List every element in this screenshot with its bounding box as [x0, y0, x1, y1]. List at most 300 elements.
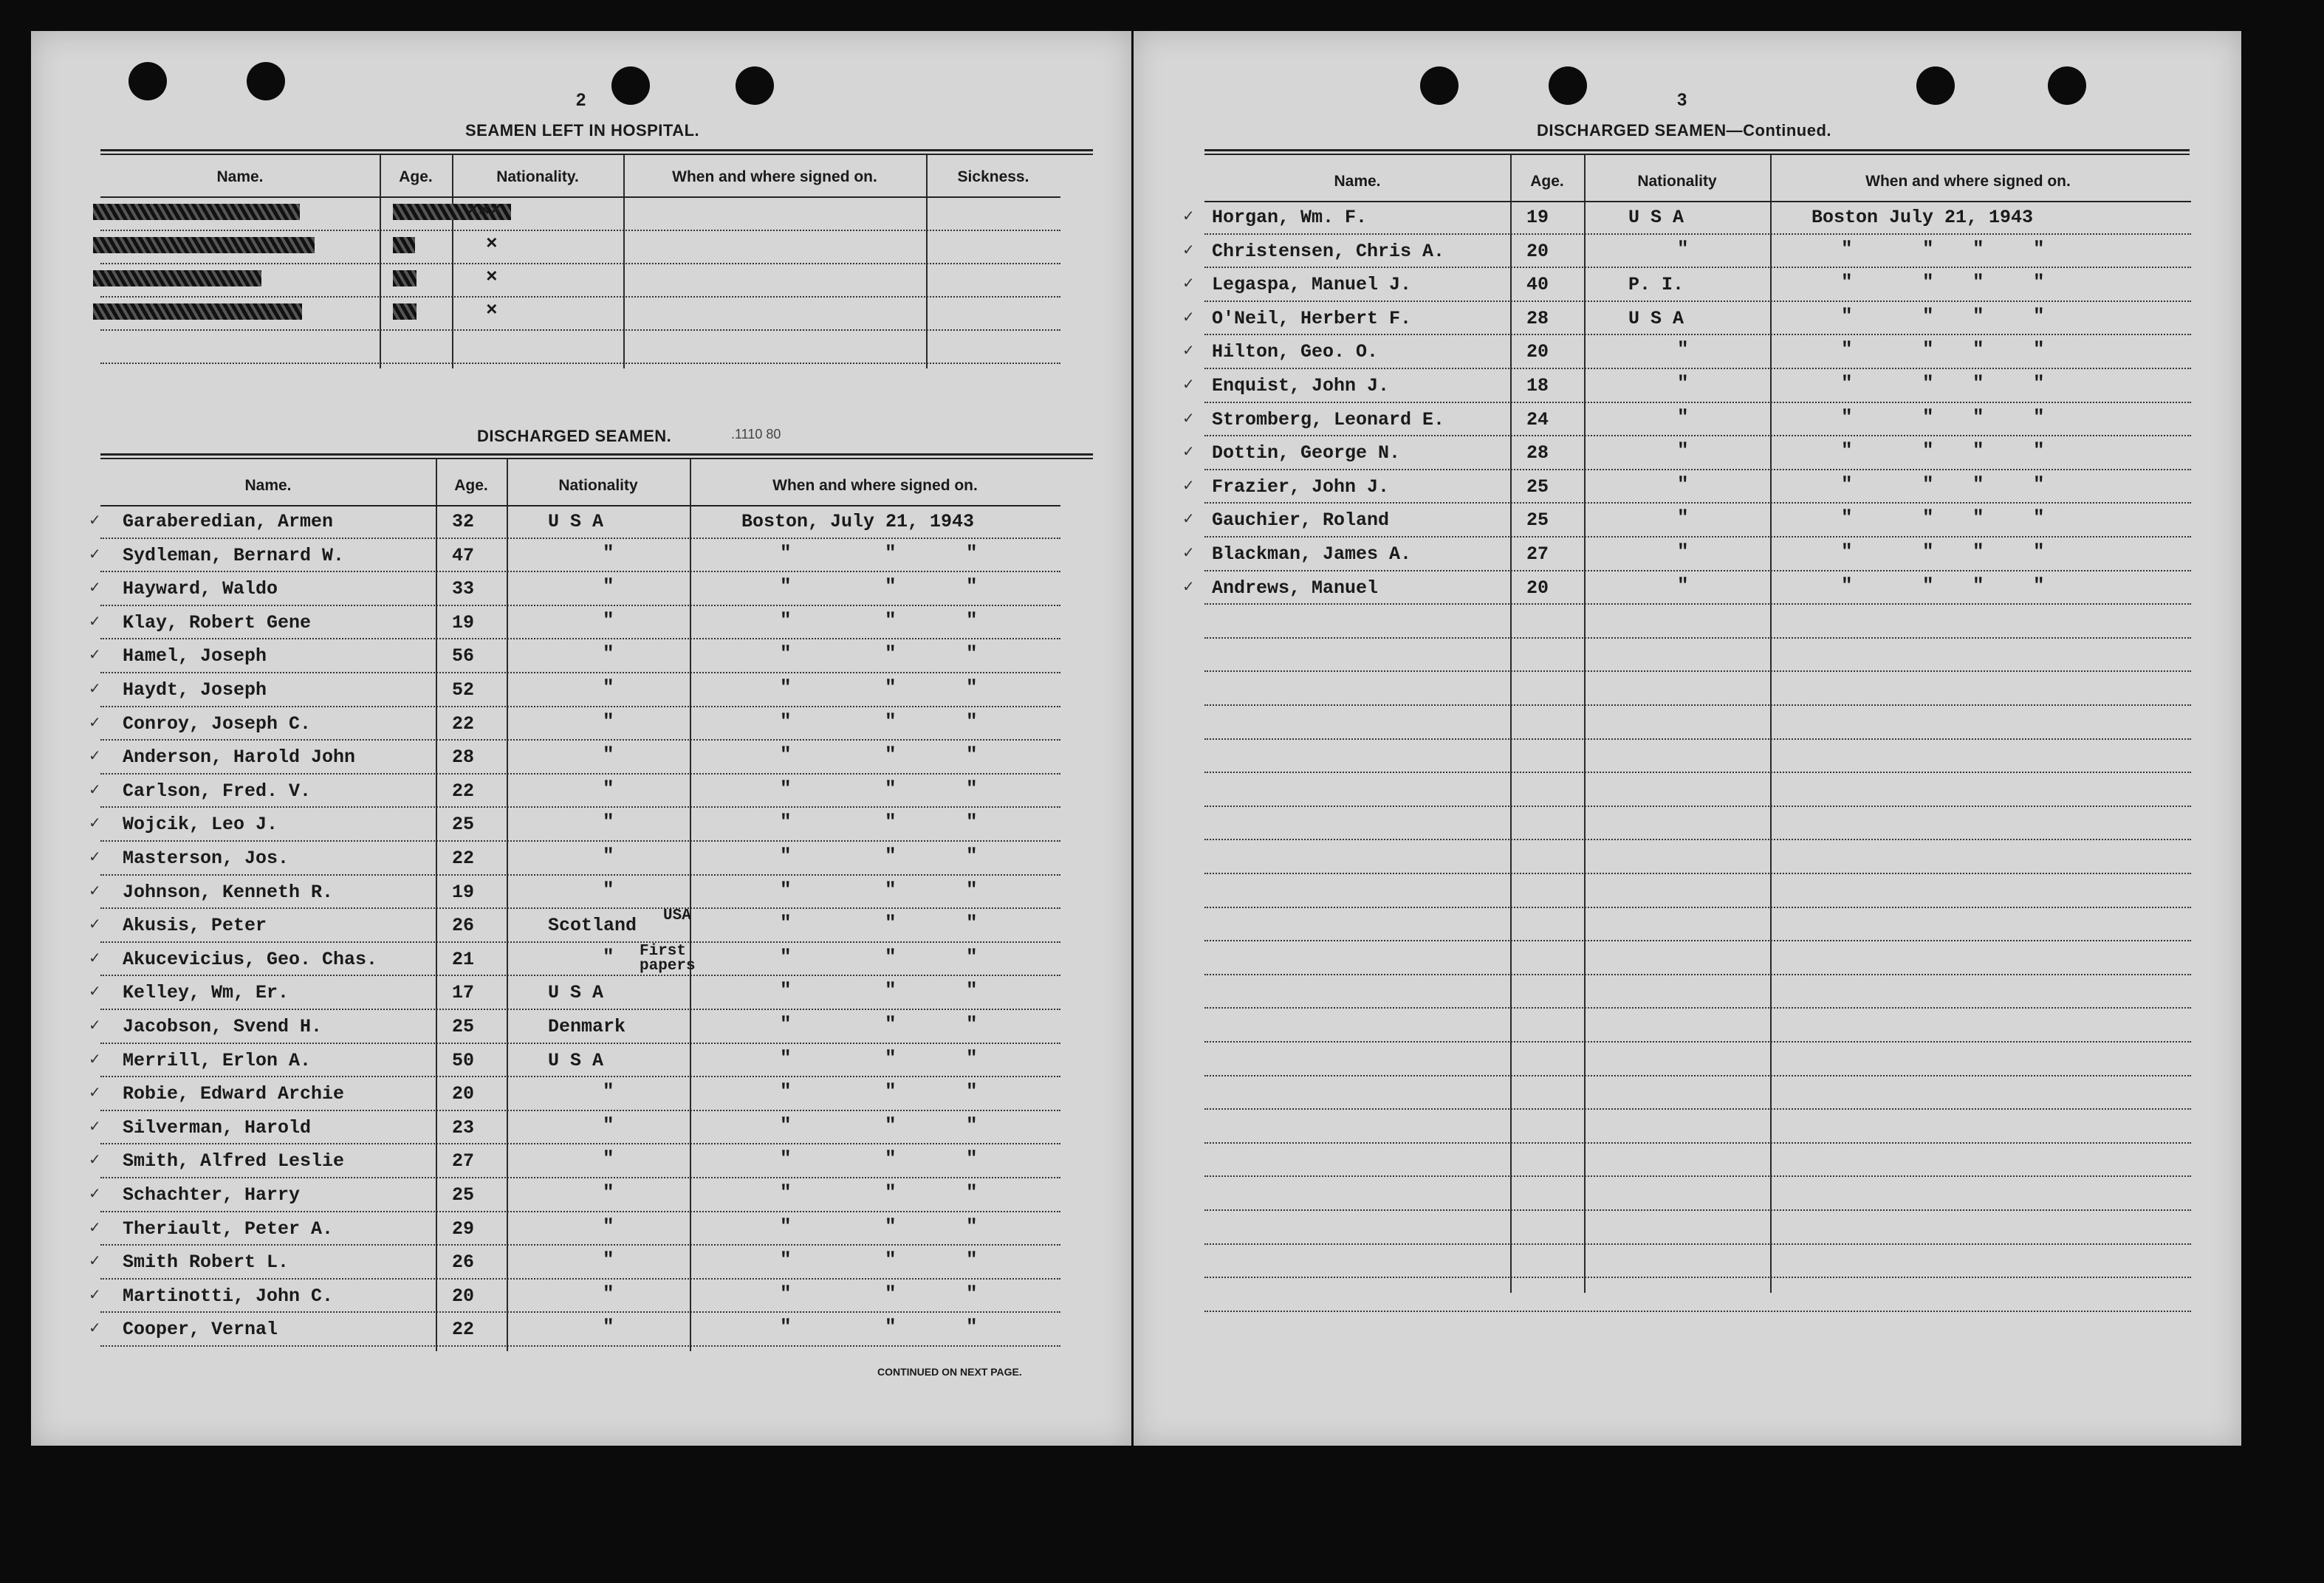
seaman-name: Haydt, Joseph	[123, 679, 267, 701]
table-row	[89, 707, 1060, 741]
seaman-nationality: "	[603, 878, 614, 901]
seaman-age: 20	[1526, 577, 1549, 599]
ditto-mark: "	[966, 1046, 978, 1069]
ditto-mark: "	[885, 878, 897, 901]
ditto-mark: "	[1922, 574, 1934, 597]
ditto-mark: "	[885, 541, 897, 564]
ditto-mark: "	[780, 1113, 792, 1136]
check-tick: ✓	[1182, 341, 1195, 360]
seaman-age: 50	[452, 1049, 475, 1071]
ditto-mark: "	[780, 541, 792, 564]
ditto-mark: "	[966, 1147, 978, 1170]
seaman-name: Masterson, Jos.	[123, 848, 289, 869]
seaman-name: Stromberg, Leonard E.	[1212, 408, 1445, 430]
continued-footnote: CONTINUED ON NEXT PAGE.	[877, 1366, 1022, 1378]
ditto-mark: "	[1841, 304, 1853, 327]
ditto-mark: "	[1841, 338, 1853, 361]
empty-row	[1204, 1177, 2191, 1211]
seaman-name: Kelley, Wm, Er.	[123, 982, 289, 1004]
table-row	[1182, 470, 2191, 504]
check-tick: ✓	[1182, 307, 1195, 326]
seaman-age: 20	[1526, 240, 1549, 262]
ditto-mark: "	[2033, 338, 2045, 361]
discharged-header: Nationality	[1637, 173, 1717, 190]
check-tick: ✓	[89, 1083, 101, 1102]
ditto-mark: "	[966, 1113, 978, 1136]
seaman-age: 28	[1526, 442, 1549, 464]
table-row	[89, 942, 1060, 977]
ditto-mark: "	[966, 608, 978, 631]
seaman-age: 24	[1526, 408, 1549, 430]
struck-out-nationality: ×	[486, 233, 498, 255]
seaman-nationality: U S A	[548, 511, 604, 532]
seaman-nationality: "	[1677, 439, 1689, 462]
seaman-age: 20	[1526, 341, 1549, 363]
seaman-nationality: "	[603, 608, 614, 631]
struck-out-nationality: ×	[486, 299, 498, 321]
check-tick: ✓	[89, 915, 101, 933]
seaman-nationality: "	[603, 541, 614, 564]
table-row	[1182, 335, 2191, 369]
ditto-mark: "	[1922, 439, 1934, 462]
check-tick: ✓	[89, 1150, 101, 1169]
seaman-age: 18	[1526, 375, 1549, 396]
seaman-nationality: "	[603, 1147, 614, 1170]
seaman-age: 47	[452, 544, 475, 566]
seaman-name: Enquist, John J.	[1212, 375, 1390, 396]
seaman-age: 17	[452, 982, 475, 1004]
ditto-mark: "	[1841, 439, 1853, 462]
seaman-name: Frazier, John J.	[1212, 475, 1390, 498]
signed-on: Boston July 21, 1943	[1811, 207, 2034, 228]
ditto-mark: "	[885, 1080, 897, 1103]
ditto-mark: "	[1972, 405, 1984, 428]
seaman-nationality: "	[1677, 540, 1689, 563]
ditto-mark: "	[885, 1215, 897, 1237]
ditto-mark: "	[1972, 304, 1984, 327]
check-tick: ✓	[89, 1016, 101, 1034]
empty-row	[1204, 1144, 2191, 1178]
seaman-nationality: "	[1677, 473, 1689, 495]
ditto-mark: "	[885, 912, 897, 935]
seaman-age: 20	[452, 1083, 475, 1105]
seaman-name: Conroy, Joseph C.	[123, 712, 312, 735]
seaman-name: Akusis, Peter	[123, 915, 267, 937]
seaman-name: Cooper, Vernal	[123, 1319, 278, 1341]
seaman-name: Dottin, George N.	[1212, 442, 1401, 464]
ditto-mark: "	[780, 945, 792, 968]
seaman-name: Schachter, Harry	[123, 1184, 301, 1206]
table-row	[89, 505, 1060, 539]
check-tick: ✓	[89, 780, 101, 798]
check-tick: ✓	[89, 611, 101, 630]
ditto-mark: "	[1841, 237, 1853, 260]
ditto-mark: "	[2033, 271, 2045, 294]
empty-row	[1204, 740, 2191, 774]
check-tick: ✓	[89, 578, 101, 597]
ditto-mark: "	[1972, 372, 1984, 394]
ditto-mark: "	[1972, 540, 1984, 563]
ditto-mark: "	[1922, 304, 1934, 327]
check-tick: ✓	[1182, 442, 1195, 461]
seaman-name: Blackman, James A.	[1212, 543, 1412, 565]
check-tick: ✓	[1182, 240, 1195, 258]
signed-on: Boston, July 21, 1943	[741, 511, 975, 532]
empty-row	[1204, 975, 2191, 1009]
punch-hole	[128, 62, 167, 100]
right-section-title: DISCHARGED SEAMEN—Continued.	[1537, 121, 1831, 140]
ditto-mark: "	[1922, 271, 1934, 294]
seaman-name: Klay, Robert Gene	[123, 611, 312, 633]
check-tick: ✓	[89, 746, 101, 765]
ditto-mark: "	[1972, 439, 1984, 462]
seaman-nationality: U S A	[1628, 207, 1684, 228]
ditto-mark: "	[966, 575, 978, 598]
check-tick: ✓	[89, 948, 101, 966]
ditto-mark: "	[885, 811, 897, 834]
ditto-mark: "	[1972, 237, 1984, 260]
seaman-name: Garaberedian, Armen	[123, 511, 334, 532]
discharged-header: When and where signed on.	[772, 477, 978, 494]
seaman-age: 27	[452, 1150, 475, 1172]
ditto-mark: "	[966, 1249, 978, 1271]
table-row	[89, 1246, 1060, 1280]
ditto-mark: "	[2033, 540, 2045, 563]
ditto-mark: "	[780, 912, 792, 935]
ditto-mark: "	[780, 1080, 792, 1103]
ditto-mark: "	[780, 1013, 792, 1035]
seaman-age: 25	[452, 814, 475, 836]
ditto-mark: "	[885, 1282, 897, 1305]
seaman-name: Merrill, Erlon A.	[123, 1049, 312, 1071]
discharged-header: Name.	[244, 477, 292, 494]
ditto-mark: "	[2033, 473, 2045, 495]
table-row	[1182, 436, 2191, 470]
check-tick: ✓	[89, 1251, 101, 1270]
check-tick: ✓	[89, 814, 101, 832]
punch-hole	[736, 66, 774, 105]
check-tick: ✓	[1182, 543, 1195, 561]
ditto-mark: "	[1841, 473, 1853, 495]
punch-hole	[1549, 66, 1587, 105]
ditto-mark: "	[780, 642, 792, 665]
ditto-mark: "	[2033, 574, 2045, 597]
ditto-mark: "	[2033, 304, 2045, 327]
table-row	[89, 1178, 1060, 1212]
table-row	[1182, 369, 2191, 403]
seaman-name: Hamel, Joseph	[123, 645, 267, 667]
ditto-mark: "	[1841, 271, 1853, 294]
punch-hole	[2048, 66, 2086, 105]
ditto-mark: "	[2033, 439, 2045, 462]
seaman-age: 29	[452, 1218, 475, 1240]
table-row	[89, 741, 1060, 775]
struck-out-age	[393, 237, 415, 253]
seaman-name: Andrews, Manuel	[1212, 577, 1379, 599]
empty-row	[1204, 672, 2191, 706]
check-tick: ✓	[89, 1319, 101, 1337]
ditto-mark: "	[1922, 540, 1934, 563]
ditto-mark: "	[885, 1013, 897, 1035]
seaman-name: Akucevicius, Geo. Chas.	[123, 948, 378, 970]
table-row	[89, 639, 1060, 673]
empty-row	[1204, 1278, 2191, 1312]
seaman-nationality: "	[603, 1282, 614, 1305]
struck-out-age	[393, 303, 417, 320]
ditto-mark: "	[1841, 540, 1853, 563]
seaman-nationality: "	[1677, 372, 1689, 394]
seaman-age: 19	[452, 611, 475, 633]
discharged-header: Age.	[1530, 173, 1564, 190]
empty-row	[1204, 1110, 2191, 1144]
check-tick: ✓	[1182, 475, 1195, 494]
ditto-mark: "	[885, 744, 897, 766]
punch-hole	[1420, 66, 1459, 105]
ditto-mark: "	[1972, 473, 1984, 495]
seaman-age: 22	[452, 712, 475, 735]
table-row	[89, 1010, 1060, 1044]
check-tick: ✓	[89, 1116, 101, 1135]
section-rule	[1204, 149, 2190, 155]
ditto-mark: "	[885, 945, 897, 968]
struck-out-nationality: ×××	[467, 199, 501, 222]
seaman-nationality: "	[603, 1316, 614, 1339]
table-row	[89, 673, 1060, 707]
ditto-mark: "	[885, 1249, 897, 1271]
seaman-age: 19	[1526, 207, 1549, 228]
ditto-mark: "	[966, 541, 978, 564]
seaman-nationality: "	[603, 1080, 614, 1103]
ditto-mark: "	[885, 1147, 897, 1170]
seaman-name: Jacobson, Svend H.	[123, 1016, 323, 1037]
hospital-row	[100, 296, 1060, 331]
table-row	[89, 1044, 1060, 1078]
ditto-mark: "	[966, 1181, 978, 1203]
discharged-header: When and where signed on.	[1865, 173, 2071, 190]
ditto-mark: "	[780, 1316, 792, 1339]
ditto-mark: "	[780, 1282, 792, 1305]
struck-out-name	[93, 270, 261, 286]
seaman-name: Carlson, Fred. V.	[123, 780, 312, 802]
ditto-mark: "	[885, 1181, 897, 1203]
seaman-nationality: "	[603, 676, 614, 698]
table-row	[1182, 268, 2191, 302]
seaman-name: Smith, Alfred Leslie	[123, 1150, 345, 1172]
check-tick: ✓	[1182, 509, 1195, 528]
hospital-header: Age.	[399, 168, 433, 185]
seaman-age: 19	[452, 881, 475, 903]
ditto-mark: "	[1972, 574, 1984, 597]
table-row	[89, 976, 1060, 1010]
empty-row	[1204, 874, 2191, 908]
seaman-name: Johnson, Kenneth R.	[123, 881, 334, 903]
seaman-age: 22	[452, 1319, 475, 1341]
seaman-age: 26	[452, 1251, 475, 1274]
ditto-mark: "	[780, 1249, 792, 1271]
seaman-age: 52	[452, 679, 475, 701]
seaman-age: 25	[1526, 475, 1549, 498]
empty-row	[1204, 1009, 2191, 1043]
empty-row	[1204, 1043, 2191, 1076]
ditto-mark: "	[1922, 507, 1934, 529]
ditto-mark: "	[1841, 405, 1853, 428]
struck-out-name	[93, 303, 302, 320]
ditto-mark: "	[966, 912, 978, 935]
ditto-mark: "	[966, 710, 978, 732]
table-row	[89, 572, 1060, 606]
ditto-mark: "	[885, 777, 897, 800]
seaman-nationality: "	[603, 845, 614, 867]
ditto-mark: "	[885, 710, 897, 732]
hospital-row	[100, 230, 1060, 264]
ditto-mark: "	[1841, 507, 1853, 529]
punch-hole	[247, 62, 285, 100]
empty-row	[1204, 941, 2191, 975]
ditto-mark: "	[780, 744, 792, 766]
ditto-mark: "	[885, 1046, 897, 1069]
seaman-age: 28	[1526, 307, 1549, 329]
empty-row	[1204, 605, 2191, 639]
seaman-nationality: "	[603, 811, 614, 834]
ditto-mark: "	[966, 945, 978, 968]
ditto-mark: "	[885, 979, 897, 1002]
ditto-mark: "	[885, 845, 897, 867]
ditto-mark: "	[1972, 338, 1984, 361]
table-row	[89, 1111, 1060, 1145]
section-rule	[100, 453, 1093, 459]
seaman-name: Christensen, Chris A.	[1212, 240, 1445, 262]
empty-row	[1204, 840, 2191, 874]
ditto-mark: "	[966, 811, 978, 834]
seaman-nationality: U S A	[548, 1049, 604, 1071]
ditto-mark: "	[966, 642, 978, 665]
check-tick: ✓	[89, 645, 101, 664]
hospital-header: When and where signed on.	[672, 168, 877, 185]
seaman-nationality: "	[1677, 237, 1689, 260]
seaman-nationality: "	[1677, 405, 1689, 428]
check-tick: ✓	[89, 1285, 101, 1303]
ditto-mark: "	[780, 811, 792, 834]
table-row	[89, 606, 1060, 640]
discharged-header: Name.	[1334, 173, 1381, 190]
ditto-mark: "	[2033, 507, 2045, 529]
check-tick: ✓	[1182, 408, 1195, 427]
seaman-nationality: "	[1677, 507, 1689, 529]
check-tick: ✓	[89, 1184, 101, 1202]
seaman-age: 56	[452, 645, 475, 667]
ditto-mark: "	[966, 1215, 978, 1237]
seaman-name: Silverman, Harold	[123, 1116, 312, 1139]
ditto-mark: "	[780, 845, 792, 867]
section-rule	[100, 149, 1093, 155]
seaman-age: 22	[452, 848, 475, 869]
ditto-mark: "	[780, 1181, 792, 1203]
hospital-row	[100, 263, 1060, 298]
check-tick: ✓	[89, 712, 101, 731]
ditto-mark: "	[2033, 405, 2045, 428]
page-number: 2	[576, 90, 586, 110]
seaman-age: 40	[1526, 274, 1549, 296]
ditto-mark: "	[1922, 372, 1934, 394]
check-tick: ✓	[89, 881, 101, 899]
table-row	[89, 842, 1060, 876]
page-number: 3	[1677, 90, 1687, 110]
ditto-mark: "	[885, 608, 897, 631]
seaman-nationality: "	[603, 1215, 614, 1237]
empty-row	[1204, 1076, 2191, 1110]
seaman-name: Legaspa, Manuel J.	[1212, 274, 1412, 296]
right-page	[1134, 31, 2241, 1446]
seaman-nationality: U S A	[1628, 307, 1684, 329]
seaman-name: Anderson, Harold John	[123, 746, 356, 769]
empty-row	[1204, 807, 2191, 841]
nationality-note: First papers	[640, 942, 696, 975]
seaman-name: Sydleman, Bernard W.	[123, 544, 345, 566]
ditto-mark: "	[885, 642, 897, 665]
check-tick: ✓	[1182, 207, 1195, 224]
seaman-age: 25	[1526, 509, 1549, 532]
discharged-header: Nationality	[558, 477, 638, 494]
seaman-nationality: U S A	[548, 982, 604, 1004]
hospital-row	[100, 329, 1060, 364]
table-row	[89, 1077, 1060, 1111]
ditto-mark: "	[885, 575, 897, 598]
check-tick: ✓	[89, 1049, 101, 1068]
punch-hole	[1916, 66, 1955, 105]
ditto-mark: "	[966, 777, 978, 800]
seaman-name: Wojcik, Leo J.	[123, 814, 278, 836]
seaman-nationality: "	[603, 1249, 614, 1271]
seaman-name: Robie, Edward Archie	[123, 1083, 345, 1105]
seaman-age: 25	[452, 1184, 475, 1206]
ditto-mark: "	[780, 1046, 792, 1069]
seaman-age: 33	[452, 578, 475, 600]
ditto-mark: "	[885, 676, 897, 698]
ditto-mark: "	[966, 1316, 978, 1339]
seaman-nationality: Denmark	[548, 1016, 626, 1037]
check-tick: ✓	[89, 982, 101, 1000]
pencil-note: .1110 80	[731, 427, 781, 442]
ditto-mark: "	[780, 777, 792, 800]
ditto-mark: "	[780, 575, 792, 598]
seaman-nationality: "	[603, 1181, 614, 1203]
ditto-mark: "	[966, 1282, 978, 1305]
seaman-name: Hilton, Geo. O.	[1212, 341, 1379, 363]
ditto-mark: "	[2033, 237, 2045, 260]
empty-row	[1204, 1245, 2191, 1279]
seaman-name: Hayward, Waldo	[123, 578, 278, 600]
empty-row	[1204, 908, 2191, 942]
seaman-age: 28	[452, 746, 475, 769]
ditto-mark: "	[966, 676, 978, 698]
seaman-name: Smith Robert L.	[123, 1251, 289, 1274]
seaman-name: Martinotti, John C.	[123, 1285, 334, 1307]
seaman-nationality: "	[603, 575, 614, 598]
ditto-mark: "	[2033, 372, 2045, 394]
ditto-mark: "	[966, 1013, 978, 1035]
ditto-mark: "	[885, 1113, 897, 1136]
ditto-mark: "	[885, 1316, 897, 1339]
ditto-mark: "	[1841, 372, 1853, 394]
seaman-nationality: P. I.	[1628, 274, 1684, 296]
seaman-nationality: "	[603, 642, 614, 665]
seaman-age: 20	[452, 1285, 475, 1307]
seaman-name: Theriault, Peter A.	[123, 1218, 334, 1240]
hospital-header: Nationality.	[496, 168, 579, 185]
seaman-name: Horgan, Wm. F.	[1212, 207, 1368, 228]
punch-hole	[611, 66, 650, 105]
ditto-mark: "	[966, 979, 978, 1002]
